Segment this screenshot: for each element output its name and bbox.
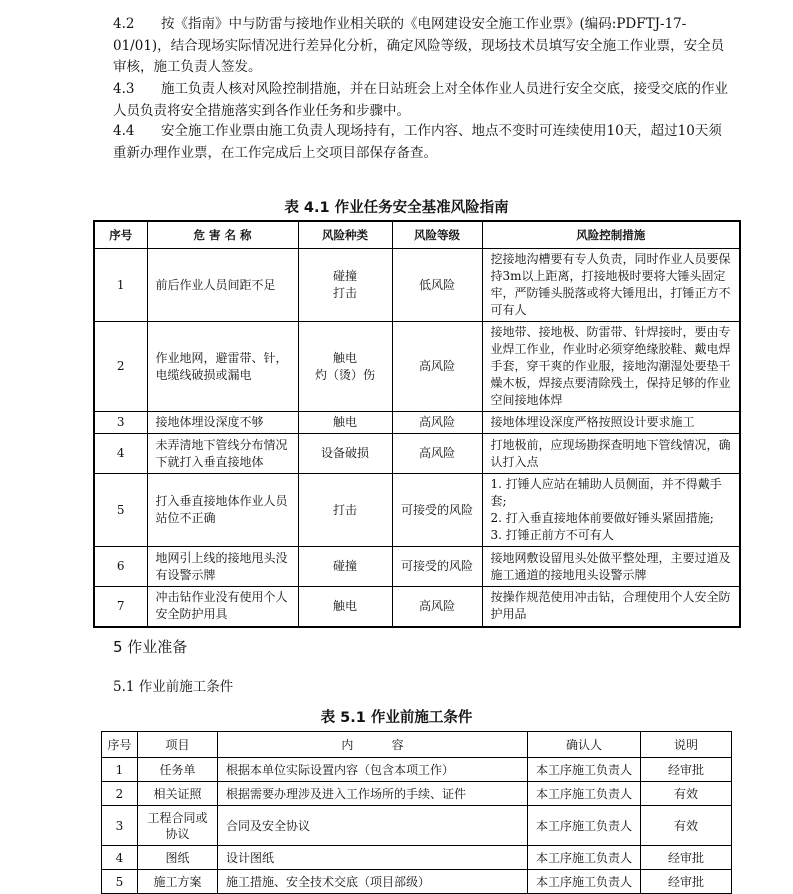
table-row bbox=[102, 806, 732, 846]
paragraph-number: 4.4 bbox=[113, 123, 135, 139]
cell-no: 1 bbox=[94, 249, 147, 322]
cell-confirm: 本工序施工负责人 bbox=[528, 870, 641, 894]
header-hazard: 危 害 名 称 bbox=[147, 221, 298, 249]
cell-content: 施工措施、安全技术交底（项目部级） bbox=[218, 870, 528, 894]
paragraph-4-4 bbox=[113, 121, 733, 164]
cell-no: 4 bbox=[94, 434, 147, 474]
cell-item: 任务单 bbox=[138, 758, 218, 782]
table-row bbox=[94, 412, 740, 434]
table-5-1-title: 表 5.1 作业前施工条件 bbox=[320, 710, 473, 726]
cell-risk-level: 低风险 bbox=[392, 249, 482, 322]
cell-hazard: 未弄清地下管线分布情况下就打入垂直接地体 bbox=[147, 434, 298, 474]
cell-hazard: 作业地网，避雷带、针，电缆线破损或漏电 bbox=[147, 322, 298, 412]
cell-risk-type: 碰撞 打击 bbox=[298, 249, 392, 322]
cell-content: 根据需要办理涉及进入工作场所的手续、证件 bbox=[218, 782, 528, 806]
paragraph-text: 施工负责人核对风险控制措施，并在日站班会上对全体作业人员进行安全交底，接受交底的作业人员负责将安全措施落实到各作业任务和步骤中。 bbox=[113, 81, 728, 119]
cell-no: 4 bbox=[102, 846, 138, 870]
cell-hazard: 接地体埋设深度不够 bbox=[147, 412, 298, 434]
cell-risk-level: 可接受的风险 bbox=[392, 474, 482, 547]
header-content: 内 容 bbox=[218, 732, 528, 758]
cell-no: 1 bbox=[102, 758, 138, 782]
cell-risk-type: 碰撞 bbox=[298, 547, 392, 587]
header-risk-level: 风险等级 bbox=[392, 221, 482, 249]
subsection-heading: 5.1 作业前施工条件 bbox=[113, 679, 234, 695]
paragraph-text: 按《指南》中与防雷与接地作业相关联的《电网建设安全施工作业票》(编码:PDFTJ-17-01/01)，结合现场实际情况进行差异化分析，确定风险等级，现场技术员填写安全施工作业票，安全员审核，施工负责人签发。 bbox=[113, 16, 725, 75]
header-no: 序号 bbox=[102, 732, 138, 758]
cell-item: 施工方案 bbox=[138, 870, 218, 894]
cell-note: 经审批 bbox=[641, 846, 732, 870]
paragraph-4-2 bbox=[113, 14, 733, 79]
table-row bbox=[94, 249, 740, 322]
cell-note: 经审批 bbox=[641, 758, 732, 782]
table-row bbox=[94, 587, 740, 627]
header-note: 说明 bbox=[641, 732, 732, 758]
cell-control: 挖接地沟槽要有专人负责，同时作业人员要保持3m以上距离，打接地极时要将大锤头固定牢，严防锤头脱落或将大锤甩出，打锤正方不可有人 bbox=[482, 249, 740, 322]
cell-risk-type: 设备破损 bbox=[298, 434, 392, 474]
cell-risk-level: 高风险 bbox=[392, 434, 482, 474]
cell-no: 5 bbox=[102, 870, 138, 894]
cell-confirm: 本工序施工负责人 bbox=[528, 758, 641, 782]
cell-no: 2 bbox=[102, 782, 138, 806]
table-row bbox=[102, 758, 732, 782]
cell-no: 7 bbox=[94, 587, 147, 627]
table-row bbox=[94, 547, 740, 587]
table-row bbox=[102, 782, 732, 806]
table-row bbox=[102, 870, 732, 894]
cell-note: 有效 bbox=[641, 806, 732, 846]
cell-content: 设计图纸 bbox=[218, 846, 528, 870]
paragraph-number: 4.3 bbox=[113, 81, 135, 97]
cell-confirm: 本工序施工负责人 bbox=[528, 846, 641, 870]
table-row bbox=[94, 322, 740, 412]
cell-risk-type: 触电 灼（烫）伤 bbox=[298, 322, 392, 412]
cell-hazard: 打入垂直接地体作业人员站位不正确 bbox=[147, 474, 298, 547]
cell-note: 有效 bbox=[641, 782, 732, 806]
cell-hazard: 前后作业人员间距不足 bbox=[147, 249, 298, 322]
header-no: 序号 bbox=[94, 221, 147, 249]
cell-content: 根据本单位实际设置内容（包含本项工作） bbox=[218, 758, 528, 782]
cell-control: 接地体埋设深度严格按照设计要求施工 bbox=[482, 412, 740, 434]
cell-hazard: 地网引上线的接地甩头没有设警示牌 bbox=[147, 547, 298, 587]
cell-no: 3 bbox=[94, 412, 147, 434]
cell-risk-level: 高风险 bbox=[392, 587, 482, 627]
header-risk-type: 风险种类 bbox=[298, 221, 392, 249]
cell-confirm: 本工序施工负责人 bbox=[528, 806, 641, 846]
cell-note: 经审批 bbox=[641, 870, 732, 894]
table-header-row bbox=[102, 732, 732, 758]
pre-work-conditions-table bbox=[101, 731, 732, 894]
cell-no: 6 bbox=[94, 547, 147, 587]
cell-risk-level: 高风险 bbox=[392, 412, 482, 434]
paragraph-4-3 bbox=[113, 79, 733, 122]
section-heading: 5 作业准备 bbox=[113, 638, 188, 656]
table-4-1-title: 表 4.1 作业任务安全基准风险指南 bbox=[284, 200, 509, 216]
table-row bbox=[102, 846, 732, 870]
cell-hazard: 冲击钻作业没有使用个人安全防护用具 bbox=[147, 587, 298, 627]
cell-confirm: 本工序施工负责人 bbox=[528, 782, 641, 806]
table-row bbox=[94, 474, 740, 547]
paragraph-number: 4.2 bbox=[113, 16, 135, 32]
header-control: 风险控制措施 bbox=[482, 221, 740, 249]
cell-content: 合同及安全协议 bbox=[218, 806, 528, 846]
cell-risk-type: 打击 bbox=[298, 474, 392, 547]
paragraph-text: 安全施工作业票由施工负责人现场持有，工作内容、地点不变时可连续使用10天，超过10天须重新办理作业票，在工作完成后上交项目部保存备查。 bbox=[113, 123, 722, 161]
risk-guide-table bbox=[93, 220, 741, 628]
cell-no: 5 bbox=[94, 474, 147, 547]
cell-item: 图纸 bbox=[138, 846, 218, 870]
cell-risk-type: 触电 bbox=[298, 587, 392, 627]
cell-no: 2 bbox=[94, 322, 147, 412]
cell-control: 1. 打锤人应站在辅助人员侧面，并不得戴手套; 2. 打入垂直接地体前要做好锤头紧固措施; 3. 打锤正前方不可有人 bbox=[482, 474, 740, 547]
cell-risk-level: 高风险 bbox=[392, 322, 482, 412]
cell-control: 接地带、接地极、防雷带、针焊接时，要由专业焊工作业，作业时必须穿绝缘胶鞋、戴电焊手套，穿干爽的作业服，接地沟潮湿处要垫干燥木板，焊接点要清除残土，保持足够的作业空间接地体焊 bbox=[482, 322, 740, 412]
cell-control: 打地极前，应现场勘探查明地下管线情况，确认打入点 bbox=[482, 434, 740, 474]
cell-item: 相关证照 bbox=[138, 782, 218, 806]
cell-risk-type: 触电 bbox=[298, 412, 392, 434]
cell-no: 3 bbox=[102, 806, 138, 846]
header-item: 项目 bbox=[138, 732, 218, 758]
cell-control: 按操作规范使用冲击钻，合理使用个人安全防护用品 bbox=[482, 587, 740, 627]
cell-risk-level: 可接受的风险 bbox=[392, 547, 482, 587]
cell-item: 工程合同或 协议 bbox=[138, 806, 218, 846]
table-header-row bbox=[94, 221, 740, 249]
table-row bbox=[94, 434, 740, 474]
cell-control: 接地网敷设留甩头处做平整处理，主要过道及施工通道的接地甩头设警示牌 bbox=[482, 547, 740, 587]
header-confirm: 确认人 bbox=[528, 732, 641, 758]
